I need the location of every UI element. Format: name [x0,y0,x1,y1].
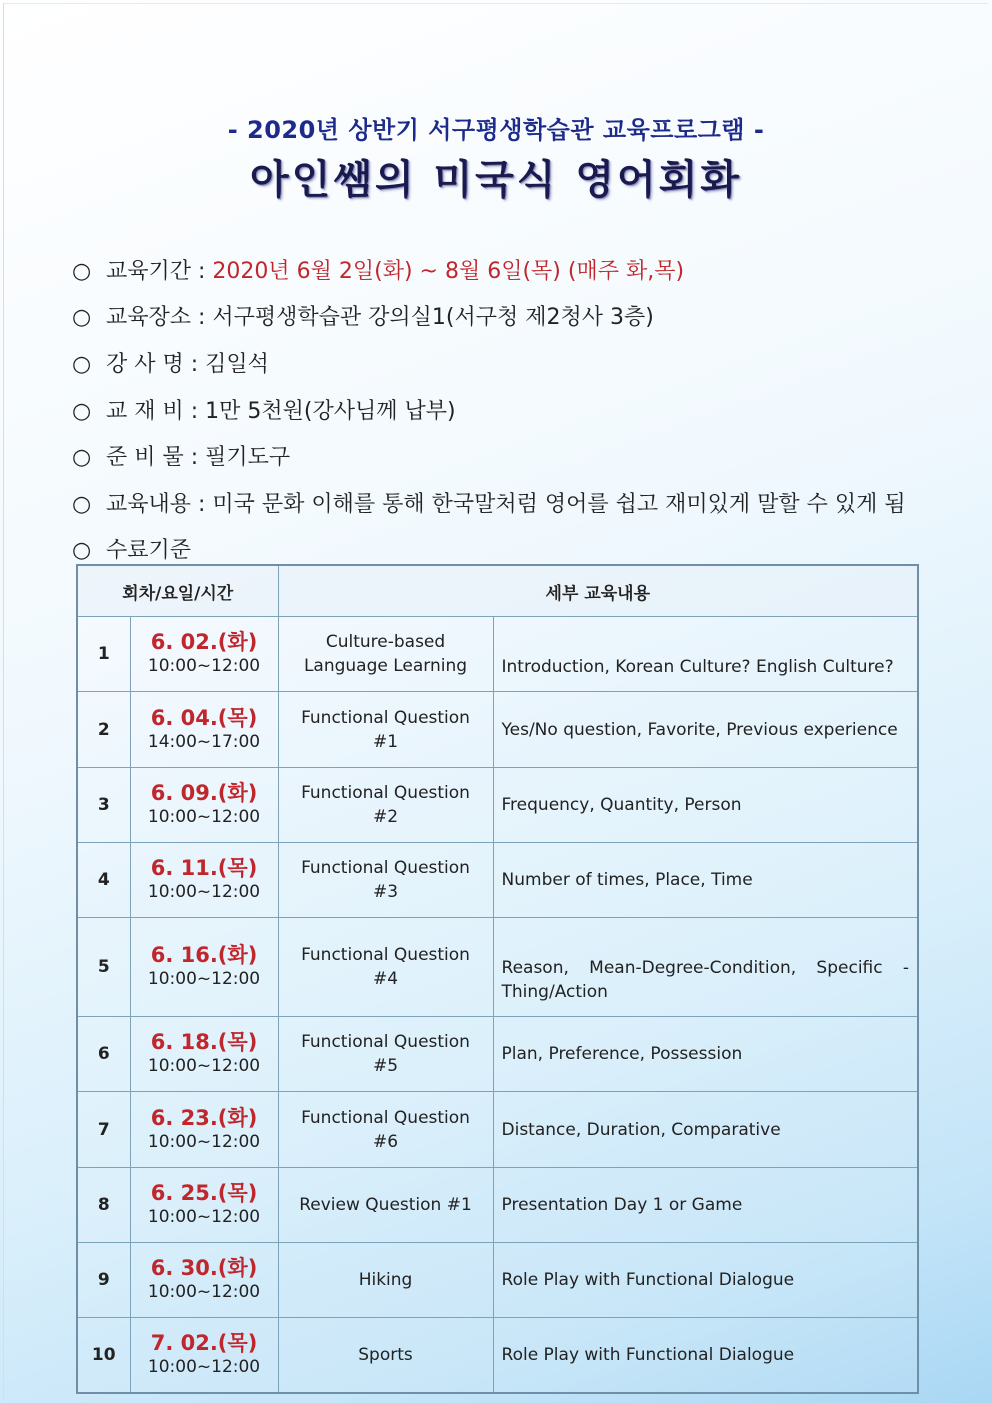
session-date-cell [130,692,278,768]
session-date-cell [130,768,278,843]
topic-line-2: #6 [372,1131,399,1152]
session-time: 10:00~12:00 [147,1356,261,1377]
topic-line-1: Functional Question [301,1032,470,1052]
session-date: 6. 18.(목) [150,1030,258,1054]
session-number: 3 [77,768,130,843]
bullet-circle-icon: ○ [72,445,92,470]
session-detail: Introduction, Korean Culture? English Culture? [493,617,918,692]
session-time: 10:00~12:00 [147,1056,261,1076]
info-value: 2020년 6월 2일(화) ~ 8월 6일(목) (매주 화,목) [212,259,685,284]
session-time: 10:00~12:00 [147,882,261,902]
session-topic [278,918,493,1017]
table-row [77,617,918,692]
session-topic [278,617,493,692]
session-topic [278,692,493,768]
session-topic [278,843,493,918]
info-label: 교육장소 : [106,305,206,330]
bullet-circle-icon: ○ [72,259,92,284]
header-session: 회차/요일/시간 [77,565,278,617]
session-number: 5 [77,918,130,1017]
session-detail: Role Play with Functional Dialogue [493,1243,918,1318]
info-period [72,254,684,285]
topic-line-2: #3 [372,882,399,902]
bullet-circle-icon: ○ [72,492,92,517]
table-row [77,843,918,918]
session-number: 6 [77,1017,130,1092]
session-date-cell [130,1168,278,1243]
table-row [77,1318,918,1393]
info-label: 준 비 물 : [106,445,199,470]
bullet-circle-icon: ○ [72,399,92,424]
session-number: 4 [77,843,130,918]
session-date: 6. 25.(목) [150,1181,258,1205]
session-date-cell [130,1017,278,1092]
topic-line-1: Sports [358,1344,413,1365]
session-detail: Yes/No question, Favorite, Previous experience [493,692,918,768]
info-supplies [72,440,290,471]
header-detail: 세부 교육내용 [278,565,918,617]
info-location [72,300,654,331]
session-number: 8 [77,1168,130,1243]
info-value: 1만 5천원(강사님께 납부) [205,399,456,424]
session-date-cell [130,843,278,918]
session-time: 10:00~12:00 [147,1131,261,1152]
info-content [72,487,906,518]
info-value: 김일석 [205,352,269,377]
topic-line-2: #2 [372,807,399,827]
session-topic [278,1017,493,1092]
session-topic [278,768,493,843]
topic-line-2: #4 [372,969,399,989]
session-number: 1 [77,617,130,692]
info-label: 교육기간 : [106,259,206,284]
topic-line-2: #5 [372,1056,399,1076]
session-date-cell [130,918,278,1017]
info-instructor [72,347,269,378]
topic-line-1: Functional Question [301,858,470,878]
session-detail: Presentation Day 1 or Game [493,1168,918,1243]
session-date: 6. 09.(화) [150,781,258,805]
session-detail: Reason, Mean-Degree-Condition, Specific - Thing/Action [493,918,918,1017]
table-row [77,918,918,1017]
table-row [77,768,918,843]
info-value: 필기도구 [205,445,291,470]
session-date-cell [130,1318,278,1393]
info-label: 교 재 비 : [106,399,199,424]
bullet-circle-icon: ○ [72,538,92,563]
session-number: 2 [77,692,130,768]
session-topic [278,1318,493,1393]
session-date-cell [130,1243,278,1318]
session-topic [278,1092,493,1168]
session-topic [278,1168,493,1243]
table-row [77,692,918,768]
session-detail: Role Play with Functional Dialogue [493,1318,918,1393]
topic-line-2: Language Learning [303,656,468,676]
page-title: 아인쌤의 미국식 영어회화 [250,157,742,203]
topic-line-1: Functional Question [301,945,470,965]
info-completion [72,533,191,564]
topic-line-1: Review Question #1 [299,1195,472,1215]
info-label: 교육내용 : [106,492,206,517]
session-date: 6. 02.(화) [150,630,258,654]
session-time: 10:00~12:00 [147,1207,261,1227]
session-number: 9 [77,1243,130,1318]
session-date-cell [130,617,278,692]
session-detail: Frequency, Quantity, Person [493,768,918,843]
session-time: 10:00~12:00 [147,656,261,676]
table-header-row [77,565,918,617]
topic-line-1: Functional Question [301,707,470,728]
topic-line-1: Culture-based [325,632,446,652]
session-date: 6. 11.(목) [150,856,258,880]
session-number: 10 [77,1318,130,1393]
session-date: 6. 16.(화) [150,943,258,967]
topic-line-1: Functional Question [301,783,470,803]
session-date: 7. 02.(목) [150,1330,258,1355]
info-material-fee [72,394,456,425]
session-detail: Number of times, Place, Time [493,843,918,918]
topic-line-1: Functional Question [301,1107,470,1128]
info-value: 서구평생학습관 강의실1(서구청 제2청사 3층) [212,305,654,330]
table-row [77,1017,918,1092]
session-date: 6. 23.(화) [150,1105,258,1130]
topic-line-2: #1 [372,731,399,752]
bullet-circle-icon: ○ [72,305,92,330]
session-detail: Plan, Preference, Possession [493,1017,918,1092]
session-time: 10:00~12:00 [147,807,261,827]
session-time: 10:00~12:00 [147,1282,261,1302]
info-label: 강 사 명 : [106,352,199,377]
program-subtitle: - 2020년 상반기 서구평생학습관 교육프로그램 - [227,116,765,144]
bullet-circle-icon: ○ [72,352,92,377]
session-date: 6. 04.(목) [150,705,258,730]
session-detail: Distance, Duration, Comparative [493,1092,918,1168]
schedule-table [76,564,919,1394]
session-topic [278,1243,493,1318]
session-time: 14:00~17:00 [147,731,261,752]
table-row [77,1168,918,1243]
info-value: 미국 문화 이해를 통해 한국말처럼 영어를 쉽고 재미있게 말할 수 있게 됨 [212,492,906,517]
table-row [77,1243,918,1318]
session-number: 7 [77,1092,130,1168]
session-time: 10:00~12:00 [147,969,261,989]
topic-line-1: Hiking [358,1270,413,1290]
session-date: 6. 30.(화) [150,1256,258,1280]
table-row [77,1092,918,1168]
info-label: 수료기준 [106,538,192,563]
session-date-cell [130,1092,278,1168]
